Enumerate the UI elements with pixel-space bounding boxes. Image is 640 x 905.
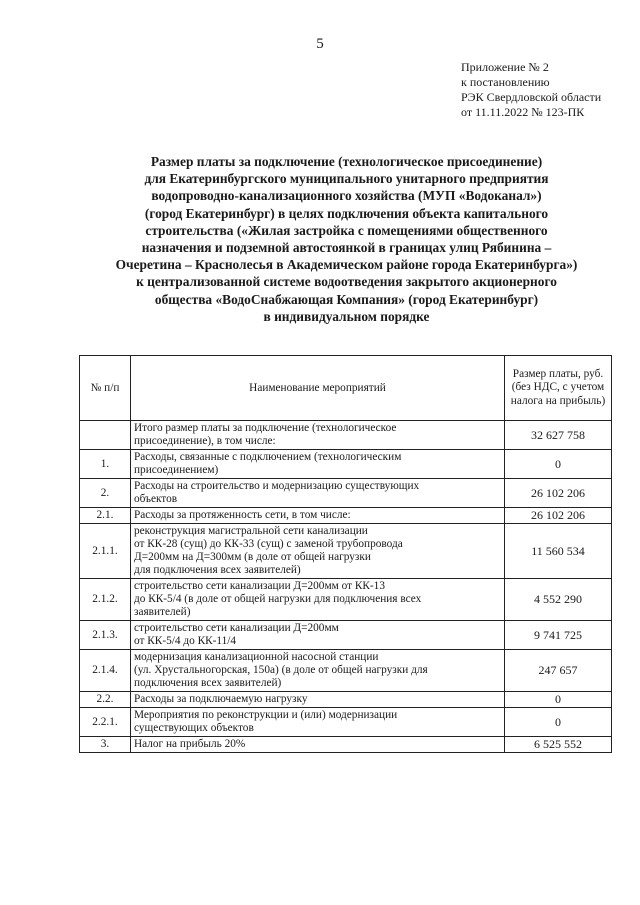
header-value: Размер платы, руб. (без НДС, с учетом налога на прибыль) — [505, 356, 612, 421]
row-number: 1. — [80, 450, 131, 479]
table-row — [80, 450, 612, 479]
row-name — [131, 621, 505, 650]
row-value: 26 102 206 — [505, 508, 612, 524]
row-name-line: строительство сети канализации Д=200мм — [134, 622, 339, 634]
row-name — [131, 450, 505, 479]
row-name-line: Итого размер платы за подключение (технологическое — [134, 422, 397, 434]
title-line: назначения и подземной автостоянкой в границах улиц Рябинина – — [141, 240, 552, 256]
title-line: общества «ВодоСнабжающая Компания» (город Екатеринбург) — [154, 291, 539, 307]
title-line: к централизованной системе водоотведения закрытого акционерного — [136, 274, 557, 290]
row-name-line: (ул. Хрустальногорская, 150а) (в доле от общей нагрузки для — [134, 664, 428, 676]
title-line: строительства («Жилая застройка с помещениями общественного — [145, 222, 548, 238]
row-name-line: Расходы за протяженность сети, в том числе: — [134, 509, 351, 521]
row-value: 0 — [505, 708, 612, 737]
row-name — [131, 479, 505, 508]
title-line: Очеретина – Краснолесья в Академическом районе города Екатеринбурга») — [115, 257, 578, 273]
row-number: 2.1. — [80, 508, 131, 524]
row-number: 2.2.1. — [80, 708, 131, 737]
row-name — [131, 692, 505, 708]
row-number: 2.1.3. — [80, 621, 131, 650]
row-name-line: реконструкция магистральной сети канализации — [134, 525, 368, 537]
row-name-line: Расходы на строительство и модернизацию существующих — [134, 480, 420, 492]
row-name-line: присоединение), в том числе: — [134, 435, 276, 447]
appendix-reference — [461, 60, 601, 120]
row-name — [131, 421, 505, 450]
row-name-line: существующих объектов — [134, 722, 254, 734]
row-name-line: Налог на прибыль 20% — [134, 738, 246, 750]
row-number: 2.1.4. — [80, 650, 131, 692]
title-line: водопроводно-канализационного хозяйства (МУП «Водоканал») — [151, 188, 542, 204]
table-row — [80, 479, 612, 508]
row-name — [131, 524, 505, 579]
row-name-line: объектов — [134, 493, 178, 505]
row-name — [131, 579, 505, 621]
row-name — [131, 508, 505, 524]
table-row — [80, 621, 612, 650]
row-number: 2.2. — [80, 692, 131, 708]
row-number: 2.1.2. — [80, 579, 131, 621]
row-name-line: от КК-5/4 до КК-11/4 — [134, 635, 237, 647]
row-name-line: строительство сети канализации Д=200мм от КК-13 — [134, 580, 385, 592]
appendix-line: к постановлению — [461, 75, 550, 89]
table-row — [80, 508, 612, 524]
row-number: 3. — [80, 737, 131, 753]
table-row — [80, 692, 612, 708]
table-row — [80, 579, 612, 621]
row-number: 2.1.1. — [80, 524, 131, 579]
title-line: Размер платы за подключение (технологическое присоединение) — [150, 154, 543, 169]
title-line: (город Екатеринбург) в целях подключения объекта капитального — [144, 205, 549, 221]
table-row — [80, 524, 612, 579]
row-value: 9 741 725 — [505, 621, 612, 650]
row-name-line: от КК-28 (сущ) до КК-33 (сущ) с заменой трубопровода — [134, 538, 403, 550]
row-name — [131, 737, 505, 753]
row-name — [131, 650, 505, 692]
row-name-line: Д=200мм на Д=300мм (в доле от общей нагрузки — [134, 551, 371, 563]
row-name-line: Мероприятия по реконструкции и (или) модернизации — [134, 709, 398, 721]
row-value: 4 552 290 — [505, 579, 612, 621]
row-value: 26 102 206 — [505, 479, 612, 508]
appendix-line: Приложение № 2 — [461, 60, 549, 74]
row-name-line: Расходы за подключаемую нагрузку — [134, 693, 308, 705]
row-name — [131, 708, 505, 737]
table-body — [80, 421, 612, 753]
row-name-line: для подключения всех заявителей) — [134, 564, 301, 576]
row-value: 32 627 758 — [505, 421, 612, 450]
row-value: 11 560 534 — [505, 524, 612, 579]
row-value: 247 657 — [505, 650, 612, 692]
appendix-line: от 11.11.2022 № 123-ПК — [461, 105, 585, 119]
fees-table — [79, 355, 612, 753]
row-number — [80, 421, 131, 450]
table-row — [80, 650, 612, 692]
table-row — [80, 708, 612, 737]
row-name-line: Расходы, связанные с подключением (технологическим — [134, 451, 402, 463]
header-name: Наименование мероприятий — [131, 356, 505, 421]
row-value: 0 — [505, 450, 612, 479]
row-value: 0 — [505, 692, 612, 708]
title-line: в индивидуальном порядке — [263, 308, 430, 324]
table-row — [80, 737, 612, 753]
title-line: для Екатеринбургского муниципального унитарного предприятия — [144, 171, 549, 187]
row-name-line: заявителей) — [134, 606, 191, 618]
appendix-line: РЭК Свердловской области — [461, 90, 602, 104]
document-title — [70, 153, 623, 325]
row-number: 2. — [80, 479, 131, 508]
header-number: № п/п — [80, 356, 131, 421]
table-row — [80, 421, 612, 450]
table-header-row — [80, 356, 612, 421]
row-value: 6 525 552 — [505, 737, 612, 753]
row-name-line: модернизация канализационной насосной станции — [134, 651, 379, 663]
page-number: 5 — [316, 36, 324, 52]
row-name-line: до КК-5/4 (в доле от общей нагрузки для подключения всех — [134, 593, 422, 605]
row-name-line: подключения всех заявителей) — [134, 677, 282, 689]
row-name-line: присоединением) — [134, 464, 219, 476]
